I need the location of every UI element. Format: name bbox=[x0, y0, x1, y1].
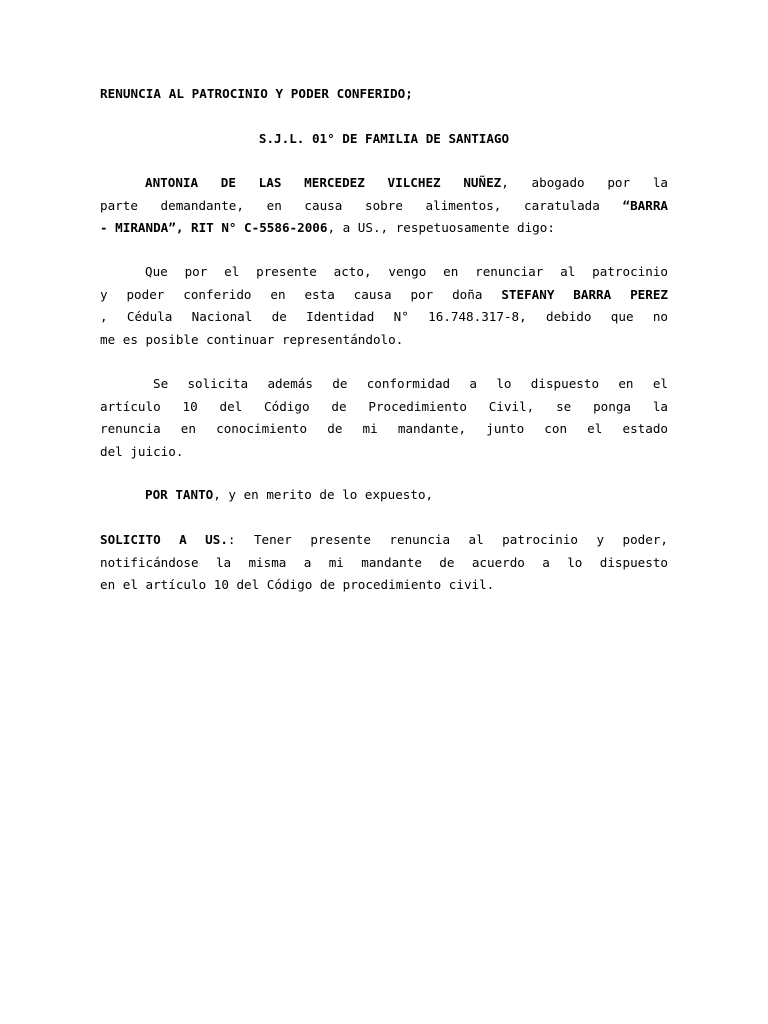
paragraph-therefore bbox=[100, 484, 668, 507]
paragraph-line: del juicio. bbox=[100, 443, 184, 459]
paragraph-line: ANTONIA DE LAS MERCEDEZ VILCHEZ NUÑEZ, abogado por la bbox=[145, 175, 668, 190]
por-tanto-label: POR TANTO bbox=[145, 487, 214, 502]
paragraph-line: SOLICITO A US.: Tener presente renuncia al patrocinio y poder, bbox=[100, 532, 668, 547]
paragraph-line: artículo 10 del Código de Procedimiento Civil, se ponga la bbox=[100, 398, 668, 414]
paragraph-line: , Cédula Nacional de Identidad N° 16.748.317-8, debido que no bbox=[100, 309, 668, 324]
paragraph-petition bbox=[100, 529, 668, 597]
paragraph-line: parte demandante, en causa sobre alimentos, caratulada “BARRA bbox=[100, 197, 668, 213]
paragraph-request bbox=[100, 373, 668, 463]
paragraph-line: notificándose la misma a mi mandante de acuerdo a lo dispuesto bbox=[100, 554, 668, 570]
paragraph-renunciation bbox=[100, 261, 668, 351]
paragraph-appearance bbox=[100, 172, 668, 240]
court-heading bbox=[0, 131, 768, 146]
paragraph-line: en el artículo 10 del Código de procedimiento civil. bbox=[100, 577, 495, 592]
paragraph-line: me es posible continuar representándolo. bbox=[100, 331, 404, 347]
attorney-name: ANTONIA DE LAS MERCEDEZ VILCHEZ NUÑEZ bbox=[145, 175, 502, 190]
document-title: RENUNCIA AL PATROCINIO Y PODER CONFERIDO; bbox=[100, 86, 413, 101]
paragraph-line: Se solicita además de conformidad a lo dispuesto en el bbox=[153, 376, 668, 391]
case-rit: - MIRANDA”, RIT N° C-5586-2006 bbox=[100, 220, 328, 235]
paragraph-line: renuncia en conocimiento de mi mandante, junto con el estado bbox=[100, 421, 668, 436]
paragraph-line: y poder conferido en esta causa por doña STEFANY BARRA PEREZ bbox=[100, 286, 669, 302]
court-heading-text: S.J.L. 01° DE FAMILIA DE SANTIAGO bbox=[258, 131, 510, 146]
solicito-label: SOLICITO A US. bbox=[100, 532, 228, 547]
paragraph-line: POR TANTO, y en merito de lo expuesto, bbox=[145, 487, 434, 502]
client-name: STEFANY BARRA PEREZ bbox=[501, 286, 669, 302]
case-caption: “BARRA bbox=[622, 197, 668, 213]
paragraph-line: Que por el presente acto, vengo en renunciar al patrocinio bbox=[145, 264, 668, 279]
paragraph-line: - MIRANDA”, RIT N° C-5586-2006, a US., respetuosamente digo: bbox=[100, 220, 555, 235]
